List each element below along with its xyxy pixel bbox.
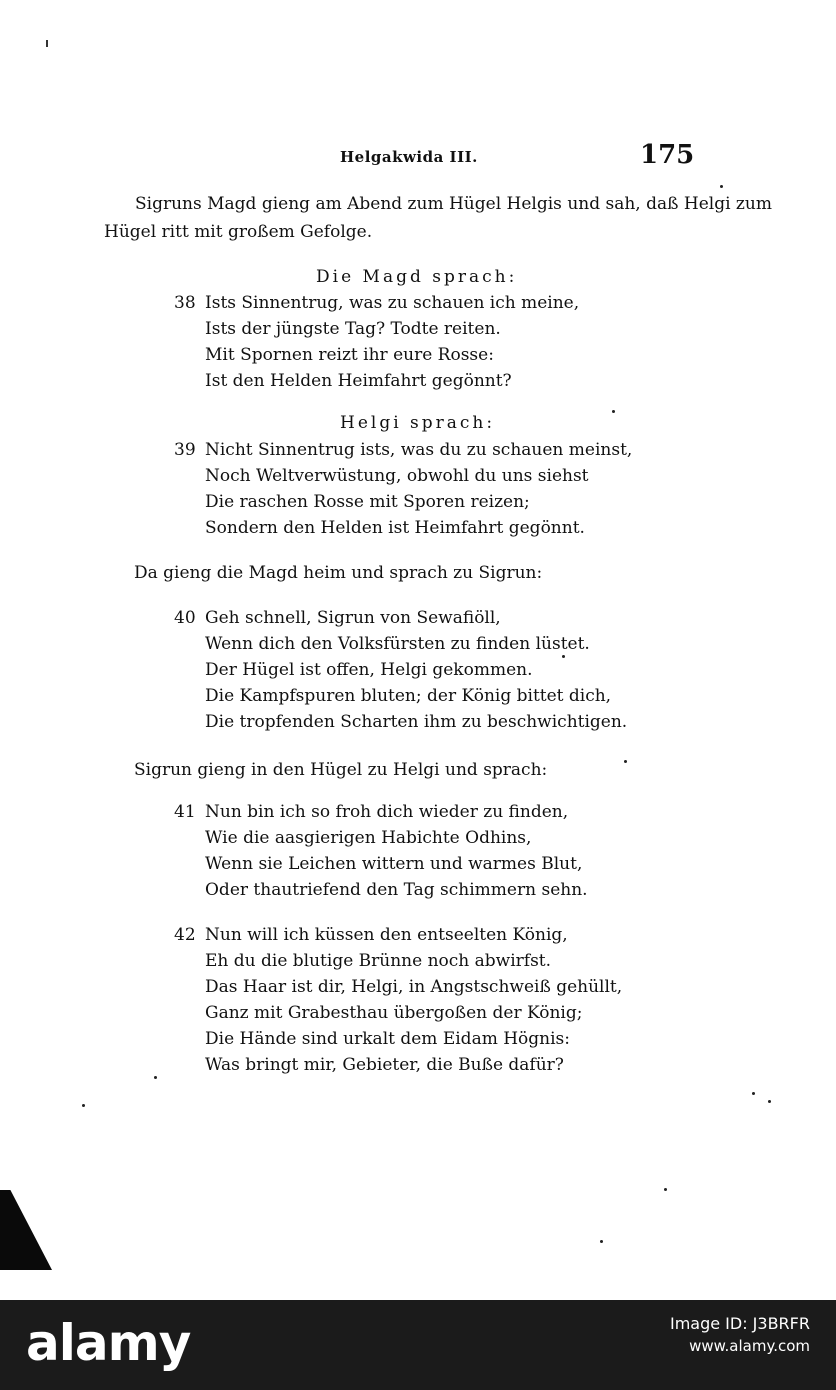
scan-speck bbox=[82, 1104, 85, 1107]
binding-shadow bbox=[0, 1190, 52, 1270]
stanza-39 bbox=[174, 437, 632, 541]
site-url: www.alamy.com bbox=[689, 1337, 810, 1355]
stanza-38 bbox=[174, 290, 579, 394]
scan-speck bbox=[624, 760, 627, 763]
intro-line-1: Sigruns Magd gieng am Abend zum Hügel Helgis und sah, daß Helgi zum bbox=[135, 194, 772, 214]
verse-line: Wie die aasgierigen Habichte Odhins, bbox=[205, 828, 532, 848]
verse-line: Der Hügel ist offen, Helgi gekommen. bbox=[205, 660, 533, 680]
verse-line: Sondern den Helden ist Heimfahrt gegönnt. bbox=[205, 518, 585, 538]
scan-speck bbox=[612, 410, 615, 413]
verse-line: 38 Ists Sinnentrug, was zu schauen ich meine, bbox=[174, 290, 579, 316]
verse-line: Wenn dich den Volksfürsten zu finden lüstet. bbox=[205, 634, 590, 654]
scan-speck bbox=[752, 1092, 755, 1095]
scan-speck bbox=[768, 1100, 771, 1103]
verse-line: 39 Nicht Sinnentrug ists, was du zu schauen meinst, bbox=[174, 437, 632, 463]
stanza-number: 41 bbox=[174, 802, 196, 822]
stanza-number: 38 bbox=[174, 293, 196, 313]
stanza-number: 40 bbox=[174, 608, 196, 628]
verse-line: Noch Weltverwüstung, obwohl du uns siehst bbox=[205, 466, 589, 486]
scan-speck bbox=[562, 655, 565, 658]
stanza-40 bbox=[174, 605, 627, 735]
verse-line: Ganz mit Grabesthau übergoßen der König; bbox=[205, 1003, 583, 1023]
watermark-banner bbox=[0, 1300, 836, 1390]
verse-line: Wenn sie Leichen wittern und warmes Blut, bbox=[205, 854, 583, 874]
stanza-number: 42 bbox=[174, 925, 196, 945]
scan-speck bbox=[664, 1188, 667, 1191]
verse-line: Die Hände sind urkalt dem Eidam Högnis: bbox=[205, 1029, 571, 1049]
scan-speck bbox=[600, 1240, 603, 1243]
verse-line: Die raschen Rosse mit Sporen reizen; bbox=[205, 492, 530, 512]
narration: Da gieng die Magd heim und sprach zu Sigrun: bbox=[134, 563, 543, 583]
speaker-heading: Die Magd sprach: bbox=[316, 267, 518, 287]
speaker-heading: Helgi sprach: bbox=[340, 413, 496, 433]
verse-line: Die tropfenden Scharten ihm zu beschwichtigen. bbox=[205, 712, 628, 732]
verse-line: 42 Nun will ich küssen den entseelten König, bbox=[174, 922, 622, 948]
image-id: Image ID: J3BRFR bbox=[669, 1314, 810, 1333]
verse-line: Was bringt mir, Gebieter, die Buße dafür? bbox=[205, 1055, 564, 1075]
verse-line: 40 Geh schnell, Sigrun von Sewafiöll, bbox=[174, 605, 627, 631]
verse-line: Die Kampfspuren bluten; der König bittet dich, bbox=[205, 686, 612, 706]
verse-line: Das Haar ist dir, Helgi, in Angstschweiß gehüllt, bbox=[205, 977, 623, 997]
verse-line: 41 Nun bin ich so froh dich wieder zu finden, bbox=[174, 799, 588, 825]
scan-speck bbox=[46, 40, 48, 47]
narration: Sigrun gieng in den Hügel zu Helgi und sprach: bbox=[134, 760, 548, 780]
stanza-41 bbox=[174, 799, 588, 903]
page-number: 175 bbox=[640, 140, 695, 170]
verse-line: Oder thautriefend den Tag schimmern sehn. bbox=[205, 880, 588, 900]
verse-line: Ists der jüngste Tag? Todte reiten. bbox=[205, 319, 501, 339]
verse-line: Ist den Helden Heimfahrt gegönnt? bbox=[205, 371, 512, 391]
intro-line-2: Hügel ritt mit großem Gefolge. bbox=[104, 222, 373, 242]
stanza-42 bbox=[174, 922, 622, 1078]
verse-line: Eh du die blutige Brünne noch abwirfst. bbox=[205, 951, 552, 971]
running-head: Helgakwida III. bbox=[340, 148, 478, 166]
scan-speck bbox=[720, 185, 723, 188]
scan-speck bbox=[154, 1076, 157, 1079]
image-identifier bbox=[670, 1313, 810, 1357]
verse-line: Mit Spornen reizt ihr eure Rosse: bbox=[205, 345, 494, 365]
alamy-logo: alamy bbox=[26, 1314, 191, 1372]
stanza-number: 39 bbox=[174, 440, 196, 460]
